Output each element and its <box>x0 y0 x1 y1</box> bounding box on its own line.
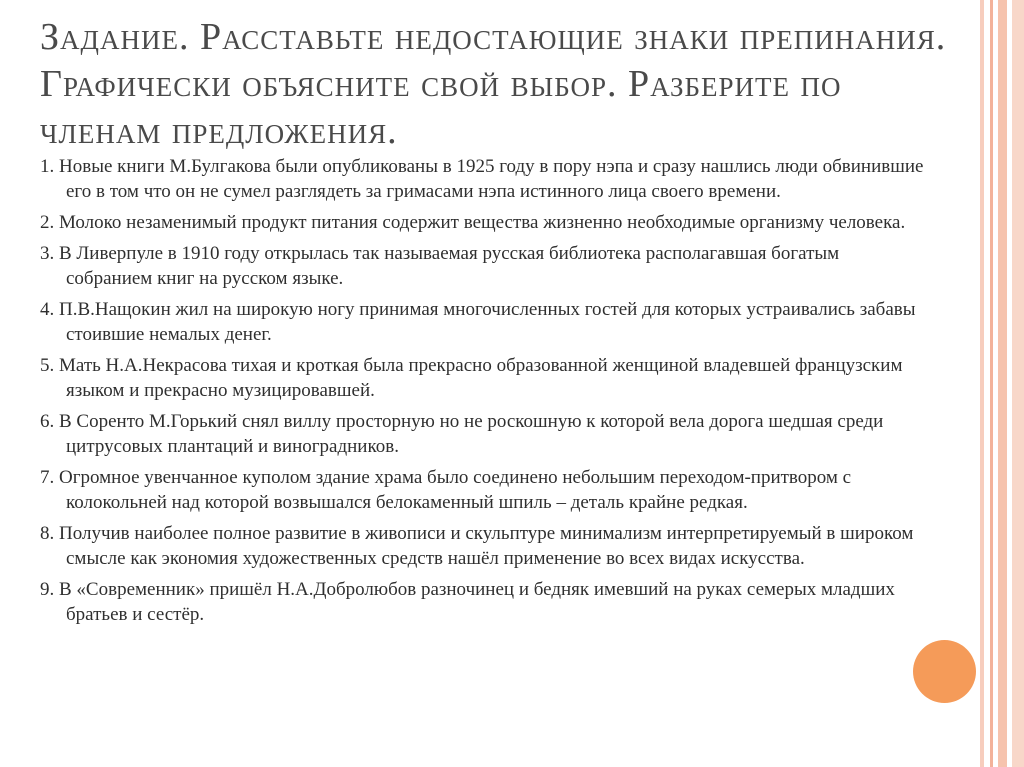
stripe <box>1012 0 1024 767</box>
decorative-stripes <box>980 0 1024 767</box>
list-item: 3. В Ливерпуле в 1910 году открылась так называемая русская библиотека располагавшая богатым собранием книг на русском языке. <box>40 243 840 289</box>
list-item: 2. Молоко незаменимый продукт питания содержит вещества жизненно необходимые организму человека. <box>40 212 906 233</box>
list-item: 8. Получив наиболее полное развитие в живописи и скульптуре минимализм интерпретируемый в широком смысле как экономия художественных средств нашёл применение во всех видах искусства. <box>40 523 914 569</box>
stripe <box>990 0 993 767</box>
list-item: 6. В Соренто М.Горький снял виллу просторную но не роскошную к которой вела дорога шедшая среди цитрусовых плантаций и виноградников. <box>40 411 884 457</box>
slide-title: Задание. Расставьте недостающие знаки препинания. Графически объясните свой выбор. Разберите по членам предложения. <box>40 16 947 152</box>
list-item: 5. Мать Н.А.Некрасова тихая и кроткая была прекрасно образованной женщиной владевшей французским языком и прекрасно музицировавшей. <box>40 355 903 401</box>
list-item: 7. Огромное увенчанное куполом здание храма было соединено небольшим переходом-притвором с колокольней над которой возвышался белокаменный шпиль – деталь крайне редкая. <box>40 467 852 513</box>
decorative-circle <box>913 640 976 703</box>
list-item: 9. В «Современник» пришёл Н.А.Добролюбов разночинец и бедняк имевший на руках семерых младших братьев и сестёр. <box>40 579 895 625</box>
stripe <box>998 0 1007 767</box>
exercise-list <box>40 154 930 633</box>
list-item: 4. П.В.Нащокин жил на широкую ногу принимая многочисленных гостей для которых устраивались забавы стоившие немалых денег. <box>40 299 916 345</box>
stripe <box>980 0 984 767</box>
list-item: 1. Новые книги М.Булгакова были опубликованы в 1925 году в пору нэпа и сразу нашлись люди обвинившие его в том что он не сумел разглядеть за гримасами нэпа истинного лица своего времени. <box>40 156 924 202</box>
